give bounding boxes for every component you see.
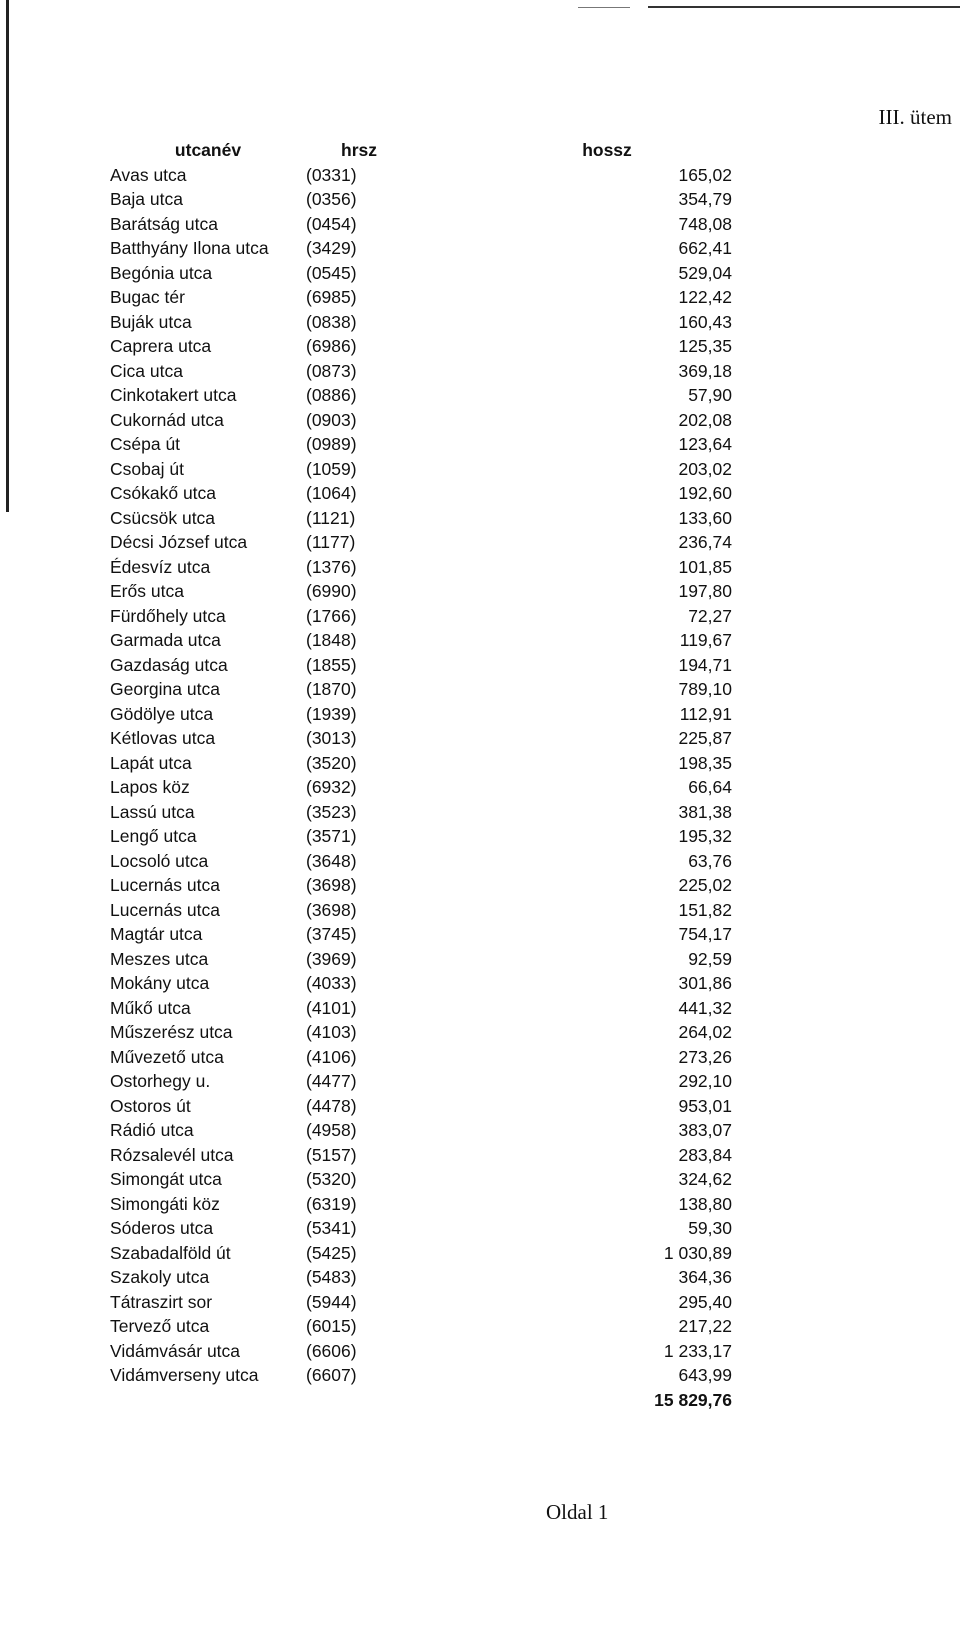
hrsz-cell: (4106) — [306, 1046, 357, 1067]
length-cell: 364,36 — [678, 1267, 732, 1287]
length-cell: 225,02 — [678, 875, 732, 895]
street-name-cell: Lassú utca — [110, 801, 195, 822]
table-row — [110, 751, 732, 776]
hrsz-cell: (5320) — [306, 1169, 357, 1189]
table-row — [110, 1339, 732, 1364]
length-cell: 369,18 — [678, 360, 732, 381]
table-row — [110, 236, 732, 261]
hrsz-cell: (0545) — [306, 262, 357, 283]
table-row — [110, 457, 732, 482]
table-row — [110, 334, 732, 359]
length-cell: 264,02 — [678, 1022, 732, 1042]
street-name-cell: Gazdaság utca — [110, 654, 228, 675]
hrsz-cell: (3523) — [306, 801, 357, 822]
hrsz-cell: (1870) — [306, 679, 357, 699]
table-row — [110, 1094, 732, 1119]
table-row — [110, 800, 732, 825]
header-street-name: utcanév — [174, 140, 242, 160]
table-body — [110, 163, 732, 1388]
table-row — [110, 1216, 732, 1241]
street-name-cell: Édesvíz utca — [110, 556, 211, 577]
hrsz-cell: (6932) — [306, 777, 357, 797]
street-name-cell: Műszerész utca — [110, 1022, 233, 1042]
length-cell: 101,85 — [678, 556, 732, 577]
street-name-cell: Csobaj út — [110, 458, 184, 479]
left-margin-rule — [6, 0, 9, 512]
hrsz-cell: (4958) — [306, 1120, 357, 1140]
table-row — [110, 432, 732, 457]
length-cell: 789,10 — [678, 679, 732, 699]
street-name-cell: Rózsalevél utca — [110, 1144, 234, 1165]
hrsz-cell: (4033) — [306, 973, 357, 993]
street-name-cell: Simongát utca — [110, 1169, 222, 1189]
hrsz-cell: (5425) — [306, 1242, 357, 1263]
street-name-cell: Csókakő utca — [110, 483, 217, 503]
total-empty-name — [110, 1388, 306, 1413]
street-name-cell: Műkő utca — [110, 997, 191, 1018]
table-row — [110, 1069, 732, 1094]
length-cell: 72,27 — [688, 605, 732, 626]
length-cell: 195,32 — [678, 826, 732, 846]
table-row — [110, 1045, 732, 1070]
table-row — [110, 555, 732, 580]
length-cell: 292,10 — [678, 1071, 732, 1091]
table-row — [110, 383, 732, 408]
table-row — [110, 1167, 732, 1192]
table-row — [110, 1314, 732, 1339]
length-cell: 441,32 — [678, 997, 732, 1018]
hrsz-cell: (1177) — [306, 532, 356, 552]
street-name-cell: Szakoly utca — [110, 1267, 210, 1287]
table-row — [110, 775, 732, 800]
table-row — [110, 1363, 732, 1388]
street-name-cell: Georgina utca — [110, 679, 220, 699]
length-cell: 138,80 — [678, 1193, 732, 1214]
hrsz-cell: (1939) — [306, 703, 357, 724]
length-cell: 383,07 — [678, 1120, 732, 1140]
hrsz-cell: (6607) — [306, 1365, 357, 1385]
table-row — [110, 653, 732, 678]
table-row — [110, 163, 732, 188]
hrsz-cell: (6319) — [306, 1193, 357, 1214]
total-empty-hrsz — [306, 1388, 412, 1413]
length-cell: 324,62 — [678, 1169, 732, 1189]
street-name-cell: Garmada utca — [110, 630, 221, 650]
table-row — [110, 971, 732, 996]
street-name-cell: Gödölye utca — [110, 703, 214, 724]
length-cell: 203,02 — [678, 458, 732, 479]
street-name-cell: Barátság utca — [110, 213, 218, 234]
hrsz-cell: (3520) — [306, 752, 357, 773]
hrsz-cell: (3969) — [306, 948, 357, 969]
table-row — [110, 898, 732, 923]
hrsz-cell: (5483) — [306, 1267, 357, 1287]
length-cell: 643,99 — [678, 1365, 732, 1385]
length-cell: 151,82 — [678, 899, 732, 920]
hrsz-cell: (3745) — [306, 924, 357, 944]
table-row — [110, 702, 732, 727]
length-cell: 754,17 — [678, 924, 732, 944]
table-row — [110, 1265, 732, 1290]
length-cell: 119,67 — [679, 630, 732, 650]
length-cell: 194,71 — [678, 654, 732, 675]
hrsz-cell: (3429) — [306, 238, 357, 258]
hrsz-cell: (0838) — [306, 311, 357, 332]
table-row — [110, 996, 732, 1021]
hrsz-cell: (0989) — [306, 434, 357, 454]
street-name-cell: Lapos köz — [110, 777, 190, 797]
street-name-cell: Vidámvásár utca — [110, 1340, 241, 1361]
length-cell: 92,59 — [688, 948, 732, 969]
length-cell: 66,64 — [688, 777, 732, 797]
table-row — [110, 677, 732, 702]
stage-label: III. ütem — [878, 105, 952, 129]
table-row — [110, 359, 732, 384]
hrsz-cell: (6985) — [306, 287, 357, 307]
street-name-cell: Sóderos utca — [110, 1218, 214, 1238]
length-cell: 662,41 — [678, 238, 732, 258]
hrsz-cell: (3648) — [306, 850, 357, 871]
street-name-cell: Simongáti köz — [110, 1193, 220, 1214]
hrsz-cell: (4478) — [306, 1095, 357, 1116]
length-cell: 953,01 — [678, 1095, 732, 1116]
total-length: 15 829,76 — [654, 1389, 732, 1410]
table-row — [110, 1192, 732, 1217]
street-name-cell: Erős utca — [110, 581, 184, 601]
length-cell: 1 233,17 — [663, 1340, 732, 1361]
table-header-row — [110, 138, 732, 163]
street-name-cell: Szabadalföld út — [110, 1242, 231, 1263]
hrsz-cell: (0454) — [306, 213, 357, 234]
street-name-cell: Lapát utca — [110, 752, 192, 773]
length-cell: 133,60 — [678, 507, 732, 528]
table-row — [110, 922, 732, 947]
street-name-cell: Ostorhegy u. — [110, 1071, 211, 1091]
length-cell: 59,30 — [688, 1218, 732, 1238]
hrsz-cell: (1376) — [306, 556, 357, 577]
top-margin-rule — [648, 6, 960, 8]
table-row — [110, 261, 732, 286]
table-row — [110, 947, 732, 972]
header-hrsz: hrsz — [341, 140, 377, 160]
street-name-cell: Magtár utca — [110, 924, 203, 944]
length-cell: 123,64 — [678, 434, 732, 454]
length-cell: 1 030,89 — [663, 1242, 732, 1263]
hrsz-cell: (5944) — [306, 1291, 357, 1312]
hrsz-cell: (0356) — [306, 189, 357, 209]
table-row — [110, 1290, 732, 1315]
page-number: Oldal 1 — [546, 1500, 609, 1524]
street-name-cell: Lucernás utca — [110, 899, 220, 920]
table-row — [110, 726, 732, 751]
hrsz-cell: (3013) — [306, 728, 357, 748]
table-row — [110, 849, 732, 874]
table-row — [110, 1241, 732, 1266]
street-name-cell: Buják utca — [110, 311, 192, 332]
table-row — [110, 481, 732, 506]
street-name-cell: Décsi József utca — [110, 532, 248, 552]
hrsz-cell: (0331) — [306, 164, 357, 185]
length-cell: 165,02 — [678, 164, 732, 185]
length-cell: 354,79 — [678, 189, 732, 209]
hrsz-cell: (6606) — [306, 1340, 357, 1361]
hrsz-cell: (1064) — [306, 483, 357, 503]
table-row — [110, 873, 732, 898]
hrsz-cell: (6990) — [306, 581, 357, 601]
table-row — [110, 1118, 732, 1143]
length-cell: 301,86 — [678, 973, 732, 993]
length-cell: 160,43 — [678, 311, 732, 332]
length-cell: 197,80 — [678, 581, 732, 601]
street-name-cell: Tátraszirt sor — [110, 1291, 213, 1312]
top-dash-rule — [578, 7, 630, 8]
street-name-cell: Cinkotakert utca — [110, 385, 237, 405]
length-cell: 63,76 — [688, 850, 732, 871]
table-row — [110, 530, 732, 555]
hrsz-cell: (3698) — [306, 899, 357, 920]
total-row — [110, 1388, 732, 1413]
table-row — [110, 187, 732, 212]
length-cell: 125,35 — [678, 336, 732, 356]
hrsz-cell: (0886) — [306, 385, 357, 405]
street-name-cell: Fürdőhely utca — [110, 605, 226, 626]
hrsz-cell: (0873) — [306, 360, 357, 381]
street-name-cell: Bugac tér — [110, 287, 185, 307]
length-cell: 295,40 — [678, 1291, 732, 1312]
header-length: hossz — [582, 140, 632, 160]
hrsz-cell: (5341) — [306, 1218, 357, 1238]
hrsz-cell: (0903) — [306, 409, 357, 430]
hrsz-cell: (1059) — [306, 458, 357, 479]
street-name-cell: Ostoros út — [110, 1095, 191, 1116]
street-name-cell: Csépa út — [110, 434, 181, 454]
hrsz-cell: (6015) — [306, 1316, 357, 1336]
street-name-cell: Lengő utca — [110, 826, 197, 846]
hrsz-cell: (3571) — [306, 826, 357, 846]
hrsz-cell: (1848) — [306, 630, 357, 650]
street-name-cell: Caprera utca — [110, 336, 212, 356]
table-row — [110, 579, 732, 604]
street-name-cell: Begónia utca — [110, 262, 213, 283]
hrsz-cell: (4103) — [306, 1022, 357, 1042]
street-name-cell: Kétlovas utca — [110, 728, 216, 748]
length-cell: 122,42 — [678, 287, 732, 307]
street-name-cell: Locsoló utca — [110, 850, 209, 871]
street-table — [110, 138, 732, 1412]
hrsz-cell: (6986) — [306, 336, 357, 356]
table-row — [110, 212, 732, 237]
length-cell: 236,74 — [678, 532, 732, 552]
table-row — [110, 628, 732, 653]
length-cell: 192,60 — [678, 483, 732, 503]
street-name-cell: Vidámverseny utca — [110, 1365, 259, 1385]
hrsz-cell: (3698) — [306, 875, 357, 895]
length-cell: 748,08 — [678, 213, 732, 234]
street-name-cell: Cukornád utca — [110, 409, 224, 430]
length-cell: 283,84 — [678, 1144, 732, 1165]
street-name-cell: Baja utca — [110, 189, 183, 209]
table-row — [110, 310, 732, 335]
street-name-cell: Lucernás utca — [110, 875, 220, 895]
table-row — [110, 604, 732, 629]
length-cell: 202,08 — [678, 409, 732, 430]
length-cell: 529,04 — [678, 262, 732, 283]
hrsz-cell: (4477) — [306, 1071, 357, 1091]
length-cell: 57,90 — [688, 385, 732, 405]
length-cell: 112,91 — [679, 703, 732, 724]
street-name-cell: Csücsök utca — [110, 507, 216, 528]
street-name-cell: Batthyány Ilona utca — [110, 238, 269, 258]
length-cell: 225,87 — [678, 728, 732, 748]
hrsz-cell: (5157) — [306, 1144, 357, 1165]
street-name-cell: Meszes utca — [110, 948, 209, 969]
street-name-cell: Avas utca — [110, 164, 187, 185]
length-cell: 381,38 — [678, 801, 732, 822]
hrsz-cell: (4101) — [306, 997, 357, 1018]
table-row — [110, 824, 732, 849]
street-name-cell: Rádió utca — [110, 1120, 194, 1140]
street-name-cell: Tervező utca — [110, 1316, 210, 1336]
length-cell: 217,22 — [678, 1316, 732, 1336]
hrsz-cell: (1766) — [306, 605, 357, 626]
street-name-cell: Cica utca — [110, 360, 183, 381]
table-row — [110, 1020, 732, 1045]
hrsz-cell: (1121) — [306, 507, 356, 528]
table-row — [110, 506, 732, 531]
street-name-cell: Mokány utca — [110, 973, 210, 993]
length-cell: 198,35 — [678, 752, 732, 773]
hrsz-cell: (1855) — [306, 654, 357, 675]
table-row — [110, 285, 732, 310]
street-name-cell: Művezető utca — [110, 1046, 224, 1067]
table-row — [110, 408, 732, 433]
table-row — [110, 1143, 732, 1168]
length-cell: 273,26 — [678, 1046, 732, 1067]
